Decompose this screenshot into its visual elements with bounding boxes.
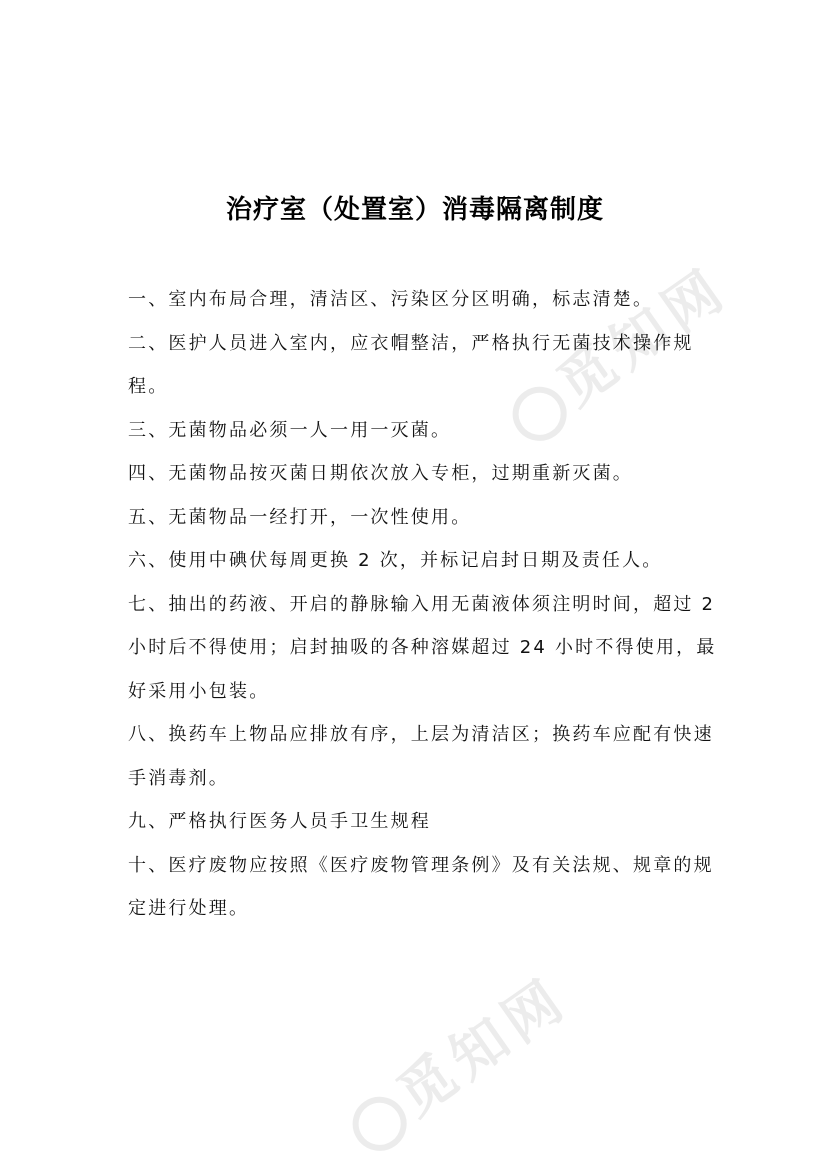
watermark-logo-bottom bbox=[330, 955, 582, 1165]
watermark-icon bbox=[342, 1086, 417, 1161]
rule-item-1: 一、室内布局合理，清洁区、污染区分区明确，标志清楚。 bbox=[128, 289, 654, 310]
watermark-text: 觅知网 bbox=[386, 965, 581, 1129]
rule-item-7: 七、抽出的药液、开启的静脉输入用无菌液体须注明时间，超过 2 小时后不得使用；启封抽吸的各种溶媒超过 24 小时不得使用，最好采用小包装。 bbox=[128, 593, 717, 702]
rule-item-5: 五、无菌物品一经打开，一次性使用。 bbox=[128, 506, 472, 528]
rule-item-8: 八、换药车上物品应排放有序，上层为清洁区；换药车应配有快速手消毒剂。 bbox=[128, 724, 714, 789]
document-body bbox=[128, 278, 718, 931]
rule-item-6: 六、使用中碘伏每周更换 2 次，并标记启封日期及责任人。 bbox=[128, 550, 663, 571]
rule-item-3: 三、无菌物品必须一人一用一灭菌。 bbox=[128, 419, 452, 441]
rule-item-4: 四、无菌物品按灭菌日期依次放入专柜，过期重新灭菌。 bbox=[128, 463, 633, 484]
rule-item-10: 十、医疗废物应按照《医疗废物管理条例》及有关法规、规章的规定进行处理。 bbox=[128, 854, 714, 919]
rule-item-9: 九、严格执行医务人员手卫生规程 bbox=[128, 811, 431, 832]
rule-item-2: 二、医护人员进入室内，应衣帽整洁，严格执行无菌技术操作规程。 bbox=[128, 332, 694, 397]
watermark-text: 觅知网 bbox=[546, 255, 741, 419]
document-title: 治疗室（处置室）消毒隔离制度 bbox=[225, 195, 604, 225]
